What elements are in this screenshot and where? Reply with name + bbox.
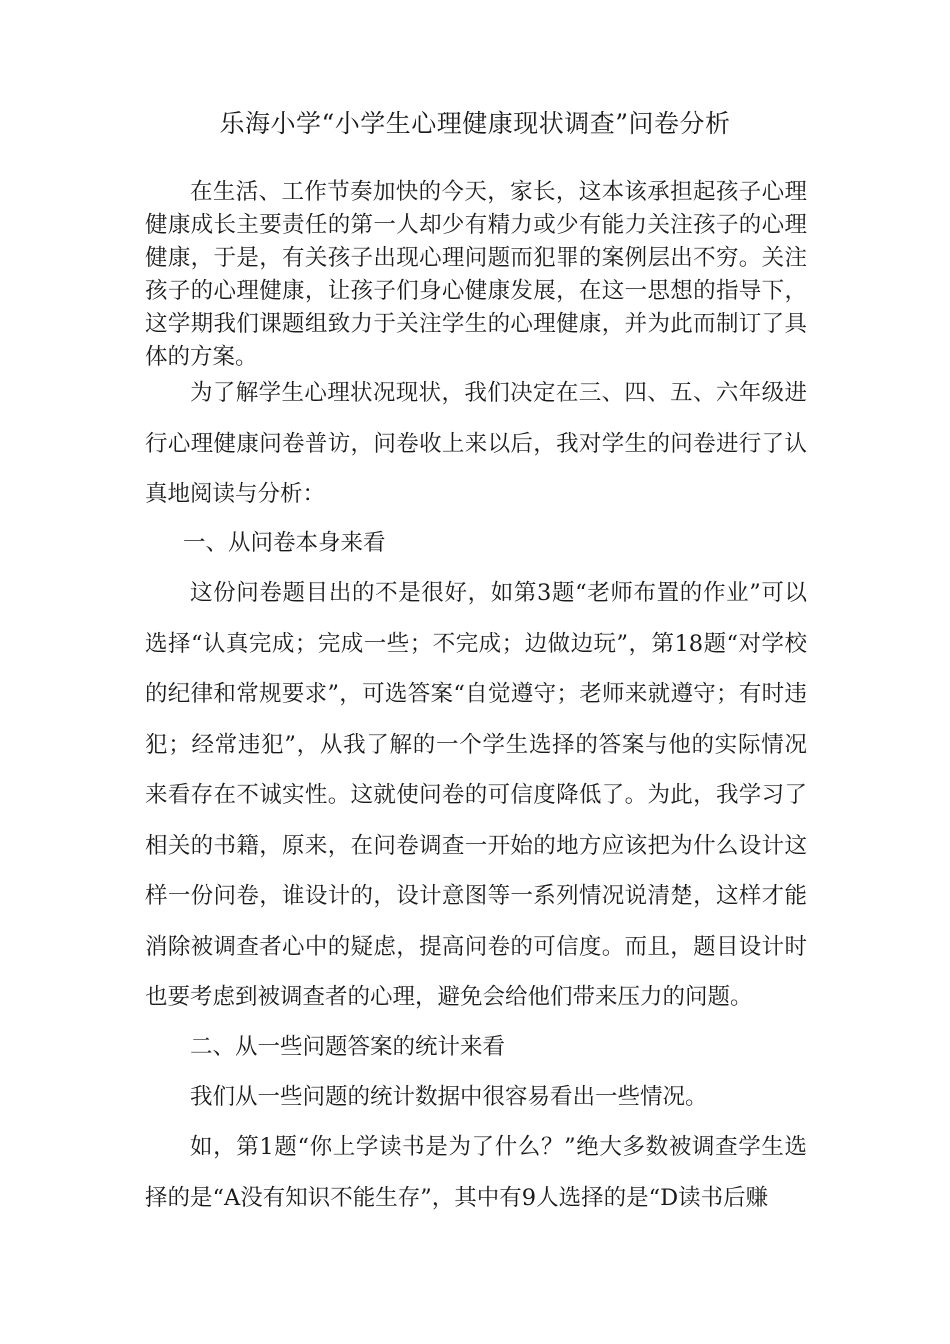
section-heading-2: 二、从一些问题答案的统计来看 [190, 1034, 506, 1060]
paragraph-survey-purpose: 为了解学生心理状况现状，我们决定在三、四、五、六年级进行心理健康问卷普访，问卷收上来以后，我对学生的问卷进行了认真地阅读与分析： [145, 380, 807, 507]
document-title: 乐海小学“小学生心理健康现状调查”问卷分析 [219, 109, 731, 138]
paragraph-intro: 在生活、工作节奏加快的今天，家长，这本该承担起孩子心理健康成长主要责任的第一人却少有精力或少有能力关注孩子的心理健康，于是，有关孩子出现心理问题而犯罪的案例层出不穷。关注孩子的心理健康，让孩子们身心健康发展，在这一思想的指导下，这学期我们课题组致力于关注学生的心理健康，并为此而制订了具体的方案。 [145, 179, 807, 370]
paragraph-question-1: 如，第1题“你上学读书是为了什么？”绝大多数被调查学生选择的是“A没有知识不能生存”，其中有9人选择的是“D读书后赚 [145, 1134, 807, 1211]
paragraph-questionnaire-analysis: 这份问卷题目出的不是很好，如第3题“老师布置的作业”可以选择“认真完成；完成一些；不完成；边做边玩”，第18题“对学校的纪律和常规要求”，可选答案“自觉遵守；老师来就遵守；有时违犯；经常违犯”，从我了解的一个学生选择的答案与他的实际情况来看存在不诚实性。这就使问卷的可信度降低了。为此，我学习了相关的书籍，原来，在问卷调查一开始的地方应该把为什么设计这样一份问卷，谁设计的，设计意图等一系列情况说清楚，这样才能消除被调查者心中的疑虑，提高问卷的可信度。而且，题目设计时也要考虑到被调查者的心理，避免会给他们带来压力的问题。 [145, 580, 807, 1010]
paragraph-statistics-intro: 我们从一些问题的统计数据中很容易看出一些情况。 [190, 1084, 708, 1110]
section-heading-1: 一、从问卷本身来看 [183, 530, 386, 556]
